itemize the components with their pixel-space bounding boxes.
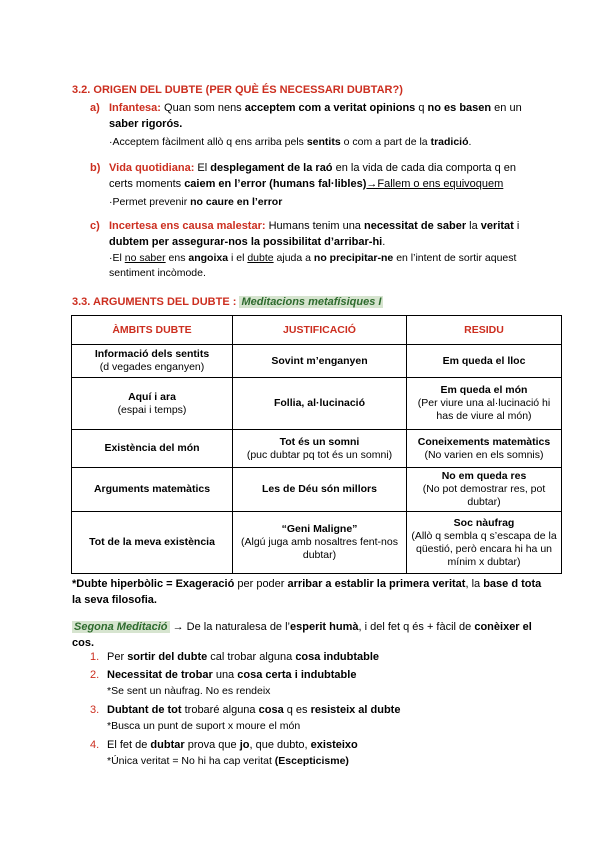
item-c-sub [109, 251, 534, 281]
arrow-text: → [169, 621, 187, 633]
text-underlined: dubte [247, 252, 274, 264]
text: en l’intent de sortir aquest sentiment incòmode. [109, 252, 517, 279]
text: prova que [184, 739, 240, 751]
cell-main: Coneixements matemàtics [417, 435, 551, 448]
text-bold: dubtem per assegurar-nos la possibilitat d’arribar-hi [109, 236, 383, 248]
text: . [468, 136, 472, 148]
text-bold: no precipitar-ne [313, 252, 394, 264]
table-header-row [72, 316, 562, 345]
list-item [90, 702, 530, 734]
table-cell [407, 468, 562, 512]
item-a [90, 100, 535, 132]
list-item [90, 667, 530, 699]
text-bold: conèixer el cos. [72, 621, 532, 649]
text-bold: sentits [306, 136, 341, 148]
text-bold: existeixo [310, 739, 358, 751]
text: en un [491, 102, 522, 114]
text: o com a part de la [340, 136, 431, 148]
item-a-head: Infantesa: [109, 102, 161, 114]
text: ajuda a [273, 252, 314, 264]
item-b-label: b) [90, 162, 101, 174]
text-bold: necessitat de saber [363, 220, 467, 232]
cell-main: Les de Déu són millors [262, 483, 377, 495]
text-bold: (Escepticisme) [274, 755, 349, 767]
cell-sub: (No varien en els somnis) [424, 448, 544, 461]
cell-main: Soc nàufrag [453, 516, 515, 529]
text-bold: cosa indubtable [295, 651, 380, 663]
cell-sub: (Allò q sembla q s’escapa de la qüestió, però encara hi ha un mínim x dubtar) [411, 529, 557, 568]
text-bold: desplegament de la raó [210, 162, 333, 174]
meditacions-highlight: Meditacions metafísiques I [241, 296, 382, 308]
table-cell [233, 378, 407, 430]
text-bold: esperit humà [290, 621, 359, 633]
section-3-2-title: 3.2. ORIGEN DEL DUBTE (PER QUÈ ÉS NECESSARI DUBTAR?) [72, 84, 403, 96]
table-cell [72, 378, 233, 430]
table-cell [233, 430, 407, 468]
item-b-sub [109, 195, 534, 210]
table-cell [407, 345, 562, 378]
text: Quan som nens [160, 102, 245, 114]
text: El [194, 162, 211, 174]
text-bold: no caure en l’error [190, 196, 283, 208]
header-ambits: ÀMBITS DUBTE [72, 316, 233, 345]
item-c-label: c) [90, 220, 100, 232]
list-item [90, 737, 530, 769]
cell-main: Existència del món [104, 442, 200, 454]
cell-sub: (Algú juga amb nosaltres fent-nos dubtar) [240, 536, 398, 561]
text: . [382, 236, 386, 248]
table-row [72, 468, 562, 512]
cell-main: Tot és un somni [279, 435, 360, 448]
cell-main: No em queda res [441, 470, 527, 482]
table-cell [407, 378, 562, 430]
text: en la vida de cada dia comporta q en certs moments [109, 162, 516, 190]
text-bold: dubtar [150, 739, 185, 751]
list-number: 1. [90, 651, 100, 663]
cell-sub: (No pot demostrar res, pot dubtar) [422, 483, 546, 508]
hyperbolic-doubt-note [72, 576, 542, 608]
text-bold: Necessitat de trobar [107, 669, 213, 681]
item-c-head: Incertesa ens causa malestar: [109, 220, 266, 232]
text: , la [465, 578, 484, 590]
table-cell [233, 345, 407, 378]
cell-sub: (espai i temps) [117, 403, 187, 416]
text: De la naturalesa de l’ [186, 621, 290, 633]
text-bold: *Dubte hiperbòlic = Exageració [72, 578, 235, 590]
text-bold: Dubtant de tot [107, 704, 182, 716]
list-number: 2. [90, 669, 100, 681]
text: per poder [234, 578, 288, 590]
text: , que dubto, [249, 739, 311, 751]
text-bold: cosa [258, 704, 284, 716]
text: , i del fet q és + fàcil de [358, 621, 475, 633]
item-b-head: Vida quotidiana: [109, 162, 195, 174]
table-row [72, 430, 562, 468]
text: ·Acceptem fàcilment allò q ens arriba pels [109, 136, 307, 148]
header-justificacio: JUSTIFICACIÓ [233, 316, 407, 345]
text-bold: jo [239, 739, 250, 751]
text: una [212, 669, 238, 681]
item-c [90, 218, 535, 250]
text: i [513, 220, 520, 232]
text-bold: tradició [430, 136, 469, 148]
section-3-3-title-text: 3.3. ARGUMENTS DEL DUBTE : [72, 296, 240, 308]
text-bold: base d tota la seva filosofia. [72, 578, 542, 606]
text: Per [107, 651, 128, 663]
list-item [90, 649, 530, 665]
cell-main: Sovint m’enganyen [271, 354, 368, 367]
text-bold: arribar a establir la primera veritat [287, 578, 466, 590]
list-subnote: *Se sent un nàufrag. No es rendeix [107, 685, 271, 697]
cell-main: Arguments matemàtics [93, 483, 211, 495]
text-bold: saber rigorós. [109, 118, 183, 130]
cell-main: “Geni Maligne” [281, 523, 358, 535]
cell-main: Em queda el món [440, 384, 528, 396]
table-row [72, 512, 562, 574]
text-bold: acceptem com a veritat opinions [244, 102, 416, 114]
text-bold: caiem en l’error (humans fal·libles) [184, 178, 367, 190]
table-cell [407, 512, 562, 574]
text: ·Permet prevenir [109, 196, 191, 208]
section-3-3-title [72, 296, 383, 308]
text-bold: no es basen [427, 102, 492, 114]
cell-sub: (puc dubtar pq tot és un somni) [246, 448, 393, 461]
table-cell [72, 468, 233, 512]
segona-meditacio-highlight: Segona Meditació [74, 621, 168, 633]
text-underlined: no saber [124, 252, 166, 264]
text: ens [165, 252, 189, 264]
header-residu: RESIDU [407, 316, 562, 345]
list-number: 4. [90, 739, 100, 751]
text-bold: sortir del dubte [127, 651, 208, 663]
cell-main: Aquí i ara [128, 390, 176, 403]
table-cell [72, 345, 233, 378]
table-cell [233, 468, 407, 512]
table-row [72, 345, 562, 378]
text: q [415, 102, 428, 114]
cell-sub: (d vegades enganyen) [99, 361, 205, 373]
text-bold: resisteix al dubte [310, 704, 401, 716]
cell-main: Follia, al·lucinació [273, 397, 366, 409]
text: la [466, 220, 481, 232]
cell-sub: (Per viure una al·lucinació hi has de viure al món) [417, 397, 551, 422]
table-cell [407, 430, 562, 468]
text-bold: cosa certa i indubtable [237, 669, 357, 681]
text: El fet de [107, 739, 151, 751]
text-bold: veritat [480, 220, 514, 232]
text: q es [283, 704, 311, 716]
item-b [90, 160, 535, 192]
text: Humans tenim una [265, 220, 364, 232]
table-cell [72, 430, 233, 468]
list-number: 3. [90, 704, 100, 716]
item-a-sub [109, 135, 534, 150]
arguments-table [71, 315, 562, 574]
table-row [72, 378, 562, 430]
text: trobaré alguna [181, 704, 259, 716]
second-meditation-intro [72, 619, 542, 651]
text-bold: angoixa [188, 252, 229, 264]
cell-main: Tot de la meva existència [89, 536, 215, 548]
text: i el [228, 252, 248, 264]
cell-main: Em queda el lloc [442, 354, 526, 367]
text: cal trobar alguna [207, 651, 296, 663]
item-a-label: a) [90, 102, 100, 114]
text: ·El [109, 252, 125, 264]
table-cell [233, 512, 407, 574]
table-cell [72, 512, 233, 574]
text-underlined: →Fallem o ens equivoquem [366, 178, 504, 190]
cell-main: Informació dels sentits [94, 348, 210, 360]
list-subnote: *Busca un punt de suport x moure el món [107, 720, 301, 732]
list-subnote: *Única veritat = No hi ha cap veritat [107, 755, 275, 767]
